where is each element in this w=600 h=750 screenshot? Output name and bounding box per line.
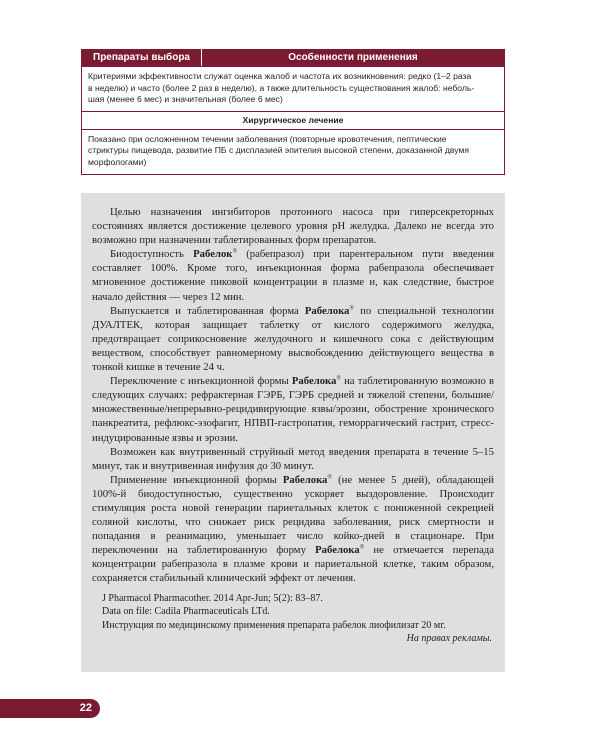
table-header [82, 49, 504, 66]
references [92, 592, 494, 633]
surgical-treatment-subheader: Хирургическое лечение [82, 111, 504, 129]
brand-name: Рабелок [193, 248, 233, 261]
reference-item: Инструкция по медицинскому применения препарата рабелок лиофилизат 20 мг. [102, 619, 446, 631]
paragraph-administration: Возможен как внутривенный струйный метод введения препарата в течение 5–15 минут, так и внутривенная инфузия до 30 минут. [92, 445, 494, 472]
paragraph-bioavailability: Биодоступность Рабелок® (рабепразол) при парентеральном пути введения составляет 100%. Кроме того, инъекционная форма рабепразола обеспечивает мгновенное достижение пиковой концентрации в плазме и, как следствие, быстрое начало действия — через 12 мин. [92, 248, 494, 303]
advertisement-note: На правах рекламы. [406, 633, 492, 645]
advertisement-panel [81, 193, 505, 672]
cell-line: Критериями эффективности служат оценка жалоб и частота их возникновения: редко (1–2 раза [88, 71, 472, 81]
cell-line: Показано при осложненном течении заболевания (повторные кровотечения, пептические [88, 133, 447, 144]
page-number-tab [0, 699, 100, 718]
cell-line: стриктуры пищевода, развитие ПБ с дисплазией эпителия высокой степени, доказанной двумя [88, 145, 470, 156]
paragraph-switching: Переключение с инъекционной формы Рабелока® на таблетированную возможно в следующих случаях: рефрактерная ГЭРБ, ГЭРБ средней и тяжелой степени, большие/множественные/непрерывно-рецидивирующие язвы/эрозии, обострение хронического панкреатита, рефлюкс-эзофагит, НПВП-гастропатия, геморрагический гастрит, стресс-индуцированные язвы и эрозии. [92, 375, 494, 444]
efficacy-criteria-cell [82, 66, 504, 111]
header-drugs-of-choice: Препараты выбора [82, 49, 202, 66]
treatment-table [81, 49, 505, 175]
reference-item: J Pharmacol Pharmacother. 2014 Apr-Jun; 5(2): 83–87. [102, 592, 323, 604]
brand-name: Рабелока [282, 473, 328, 486]
header-usage-features: Особенности применения [288, 52, 418, 63]
brand-name: Рабелока [315, 544, 360, 557]
cell-line: в неделю) и часто (более 2 раз в неделю), а также длительность существования жалоб: неболь- [88, 82, 475, 93]
brand-name: Рабелока [291, 375, 337, 388]
cell-line: морфологами) [88, 156, 147, 167]
brand-name: Рабелока [304, 304, 350, 317]
paragraph-ppi-goal: Целью назначения ингибиторов протонного насоса при гиперсекреторных состояниях является достижение целевого уровня pH желудка. Далеко не всегда это возможно при назначении таблетированных форм препаратов. [92, 206, 494, 247]
paragraph-tablet-form: Выпускается и таблетированная форма Рабелока® по специальной технологии ДУАЛТЕК, которая защищает таблетку от кислого содержимого желудка, предотвращает соприкосновение желудочного и кишечного сока с действующим веществом, способствует равномерному высвобождению действующего вещества в тонкой кишке в течение 24 ч. [92, 304, 494, 374]
page-number: 22 [79, 702, 92, 714]
reference-item: Data on file: Cadila Pharmaceuticals LTd. [102, 606, 270, 618]
cell-line: шая (менее 6 мес) и значительная (более 6 мес) [88, 94, 283, 105]
paragraph-recovery: Применение инъекционной формы Рабелока® (не менее 5 дней), обладающей 100%-й биодоступностью, существенно ускоряет выздоровление. Происходит стимуляция роста новой генерации париетальных клеток с пониженной секрецией соляной кислоты, что снижает риск рецидива заболевания, риск смертности и попадания в реанимацию, уменьшает число койко-дней в стационаре. При переключении на таблетированную форму Рабелока® не отмечается перепада концентрации рабепразола в плазме крови и париетальной клетке, таким образом, сохраняется стабильный клинический эффект от лечения. [92, 473, 494, 585]
surgical-indications-cell [82, 129, 504, 174]
